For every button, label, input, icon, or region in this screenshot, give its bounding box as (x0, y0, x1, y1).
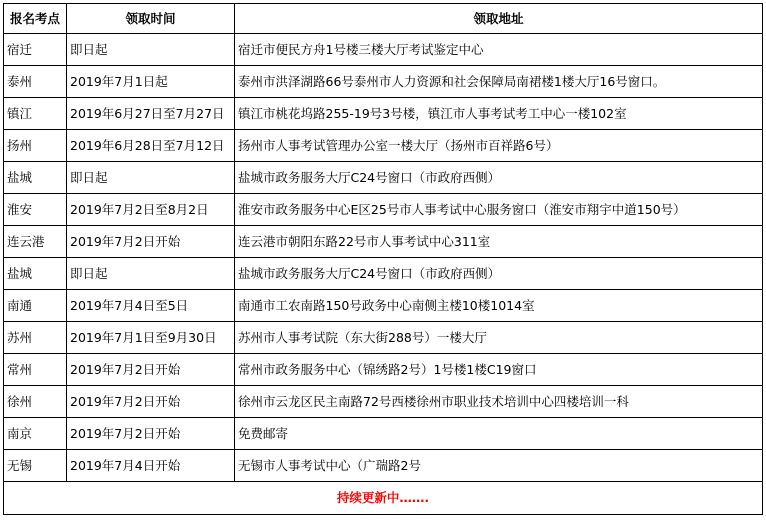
table-row (4, 386, 763, 418)
collection-time-cell: 即日起 (67, 258, 235, 290)
exam-site-cell: 扬州 (4, 130, 67, 162)
exam-site-cell: 连云港 (4, 226, 67, 258)
header-exam-site: 报名考点 (4, 4, 67, 34)
collection-time-cell: 2019年7月2日开始 (67, 418, 235, 450)
exam-site-cell: 盐城 (4, 258, 67, 290)
table-row (4, 258, 763, 290)
exam-site-cell: 徐州 (4, 386, 67, 418)
collection-time-cell: 即日起 (67, 34, 235, 66)
collection-time-cell: 2019年7月4日开始 (67, 450, 235, 482)
exam-site-cell: 无锡 (4, 450, 67, 482)
collection-address-cell: 无锡市人事考试中心（广瑞路2号 (235, 450, 763, 482)
collection-address-cell: 盐城市政务服务大厅C24号窗口（市政府西侧） (235, 162, 763, 194)
table-row (4, 66, 763, 98)
collection-time-cell: 2019年7月1日起 (67, 66, 235, 98)
collection-time-cell: 2019年7月1日至9月30日 (67, 322, 235, 354)
collection-time-cell: 2019年7月2日至8月2日 (67, 194, 235, 226)
updating-notice: 持续更新中……. (4, 482, 763, 515)
exam-site-cell: 南京 (4, 418, 67, 450)
table-row (4, 226, 763, 258)
table-row (4, 98, 763, 130)
table-row (4, 130, 763, 162)
table-row (4, 418, 763, 450)
exam-certificate-collection-table (3, 3, 763, 515)
collection-address-cell: 徐州市云龙区民主南路72号西楼徐州市职业技术培训中心四楼培训一科 (235, 386, 763, 418)
collection-address-cell: 苏州市人事考试院（东大街288号）一楼大厅 (235, 322, 763, 354)
exam-site-cell: 泰州 (4, 66, 67, 98)
exam-site-cell: 盐城 (4, 162, 67, 194)
collection-time-cell: 2019年7月4日至5日 (67, 290, 235, 322)
table-row (4, 450, 763, 482)
collection-address-cell: 淮安市政务服务中心E区25号市人事考试中心服务窗口（淮安市翔宇中道150号） (235, 194, 763, 226)
header-collection-address: 领取地址 (235, 4, 763, 34)
collection-address-cell: 泰州市洪泽湖路66号泰州市人力资源和社会保障局南裙楼1楼大厅16号窗口。 (235, 66, 763, 98)
table-header-row (4, 4, 763, 34)
collection-time-cell: 2019年7月2日开始 (67, 386, 235, 418)
collection-time-cell: 2019年6月27日至7月27日 (67, 98, 235, 130)
exam-site-cell: 常州 (4, 354, 67, 386)
collection-time-cell: 2019年6月28日至7月12日 (67, 130, 235, 162)
collection-address-cell: 盐城市政务服务大厅C24号窗口（市政府西侧） (235, 258, 763, 290)
collection-address-cell: 连云港市朝阳东路22号市人事考试中心311室 (235, 226, 763, 258)
exam-site-cell: 苏州 (4, 322, 67, 354)
collection-address-cell: 镇江市桃花坞路255-19号3号楼，镇江市人事考试考工中心一楼102室 (235, 98, 763, 130)
collection-address-cell: 常州市政务服务中心（锦绣路2号）1号楼1楼C19窗口 (235, 354, 763, 386)
table-row (4, 162, 763, 194)
collection-address-cell: 免费邮寄 (235, 418, 763, 450)
table-row (4, 290, 763, 322)
collection-time-cell: 2019年7月2日开始 (67, 354, 235, 386)
collection-address-cell: 扬州市人事考试管理办公室一楼大厅（扬州市百祥路6号） (235, 130, 763, 162)
exam-site-cell: 宿迁 (4, 34, 67, 66)
table-row (4, 34, 763, 66)
collection-time-cell: 即日起 (67, 162, 235, 194)
table-row (4, 194, 763, 226)
table-row (4, 322, 763, 354)
collection-address-cell: 南通市工农南路150号政务中心南侧主楼10楼1014室 (235, 290, 763, 322)
table-body (4, 34, 763, 482)
footer-row (4, 482, 763, 515)
exam-site-cell: 镇江 (4, 98, 67, 130)
exam-site-cell: 南通 (4, 290, 67, 322)
header-collection-time: 领取时间 (67, 4, 235, 34)
collection-address-cell: 宿迁市便民方舟1号楼三楼大厅考试鉴定中心 (235, 34, 763, 66)
collection-time-cell: 2019年7月2日开始 (67, 226, 235, 258)
exam-site-cell: 淮安 (4, 194, 67, 226)
table-row (4, 354, 763, 386)
